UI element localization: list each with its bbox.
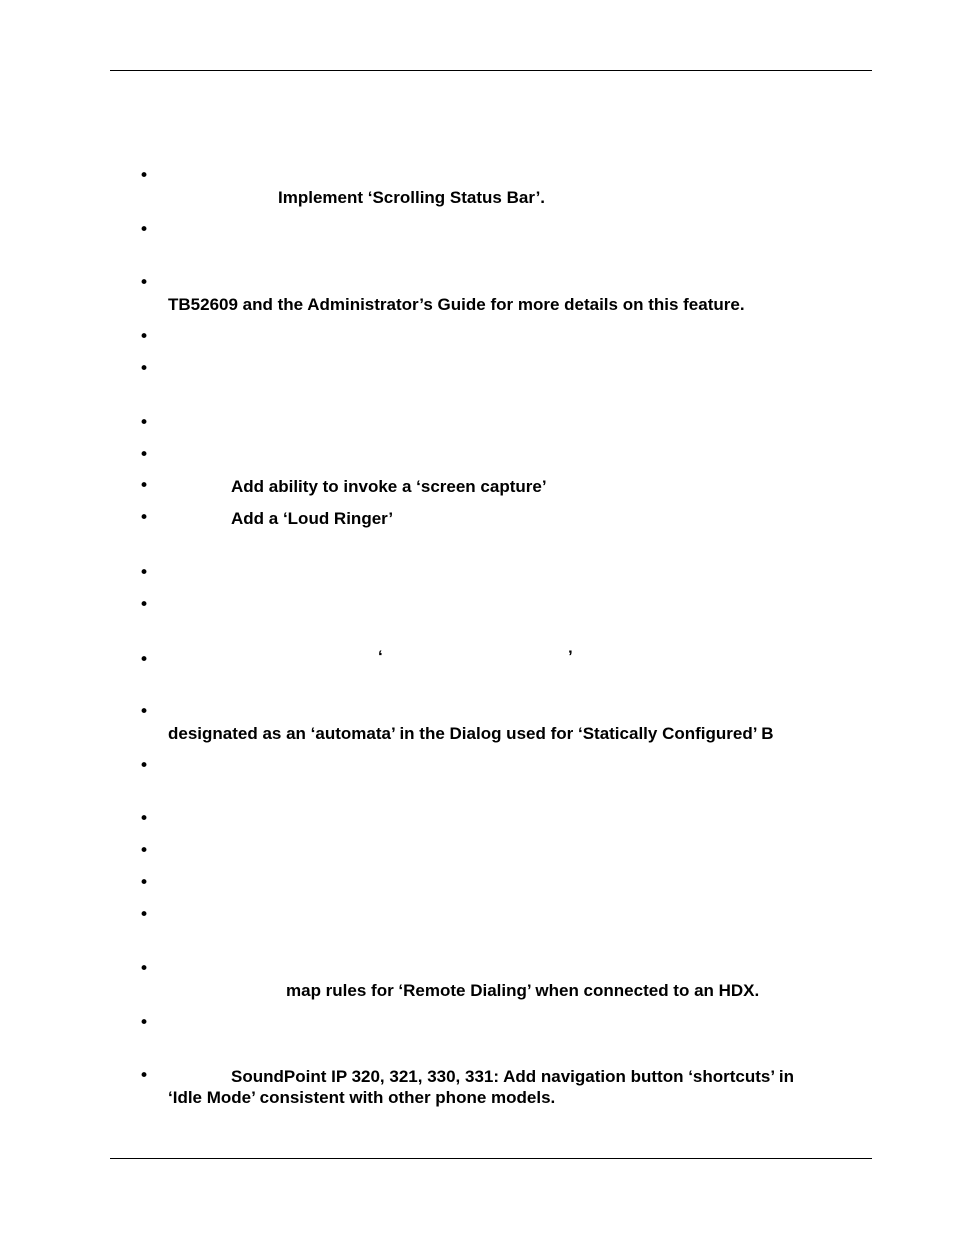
list-item-text: designated as an ‘automata’ in the Dialog used for ‘Statically Configured’ B (168, 724, 774, 743)
bullet: • (139, 1013, 150, 1033)
bullet: • (139, 220, 150, 240)
bullet: • (139, 873, 150, 893)
bullet: • (139, 327, 150, 347)
bullet: • (139, 650, 150, 670)
bullet: • (139, 702, 150, 722)
bullet: • (139, 841, 150, 861)
bullet: • (139, 273, 150, 293)
bullet: • (139, 413, 150, 433)
bullet: • (139, 1066, 150, 1086)
list-item-text: SoundPoint IP 320, 321, 330, 331: Add navigation button ‘shortcuts’ in (231, 1067, 794, 1086)
bullet: • (139, 563, 150, 583)
bullet: • (139, 166, 150, 186)
list-item-text: Implement ‘Scrolling Status Bar’. (278, 188, 546, 207)
list-item-text: map rules for ‘Remote Dialing’ when connected to an HDX. (286, 981, 760, 1000)
list-item-text: Add a ‘Loud Ringer’ (231, 509, 394, 528)
bullet: • (139, 359, 150, 379)
list-item-text: ’ (568, 647, 573, 666)
list-item-text: TB52609 and the Administrator’s Guide for more details on this feature. (168, 295, 745, 314)
bullet: • (139, 905, 150, 925)
footer-rule (110, 1158, 872, 1159)
bullet: • (139, 476, 150, 496)
bullet: • (139, 959, 150, 979)
header-rule (110, 70, 872, 71)
list-item-text: ‘ (378, 647, 383, 666)
list-item-text: ‘Idle Mode’ consistent with other phone models. (168, 1088, 556, 1107)
list-item-text: Add ability to invoke a ‘screen capture’ (231, 477, 547, 496)
bullet: • (139, 809, 150, 829)
bullet: • (139, 756, 150, 776)
bullet: • (139, 445, 150, 465)
bullet: • (139, 595, 150, 615)
bullet: • (139, 508, 150, 528)
